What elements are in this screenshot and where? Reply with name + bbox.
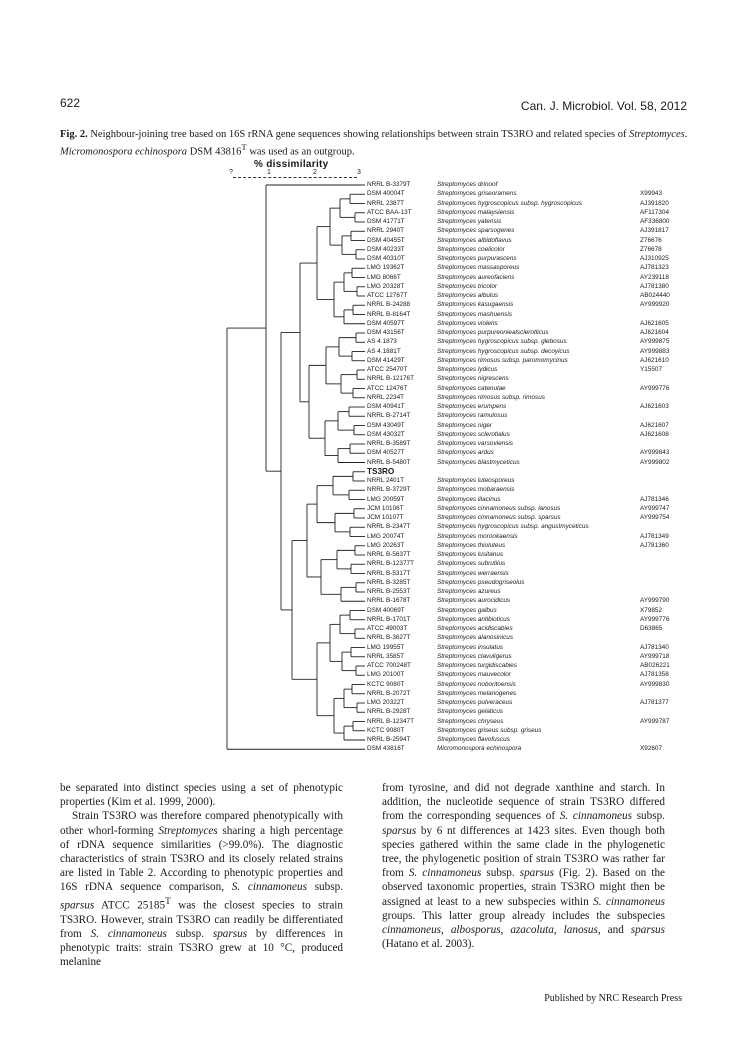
- accession-label: AY999920: [640, 301, 670, 309]
- species-label: Streptomyces clavuligerus: [437, 652, 512, 660]
- species-label: Streptomyces purpureoniealsclerotlicus: [437, 329, 549, 336]
- strain-label: ATCC 49003T: [367, 625, 408, 632]
- species-label: Streptomyces griseoramens: [437, 190, 517, 198]
- species-label: Streptomyces subrutilus: [437, 560, 506, 568]
- strain-label: LMG 20328T: [367, 282, 405, 290]
- species-label: Streptomyces kasugaensis: [437, 301, 514, 309]
- species-label: Streptomyces malaysiensis: [437, 208, 515, 216]
- species-label: Streptomyces lusitanus: [437, 551, 504, 558]
- accession-label: AJ391817: [640, 227, 669, 235]
- strain-label: DSM 43816T: [367, 745, 405, 753]
- species-label: Micromonospora echinospora: [437, 745, 522, 753]
- strain-label: LMG 20100T: [367, 671, 405, 679]
- species-label: Streptomyces ardus: [437, 449, 494, 457]
- species-label: Streptomyces noboritoensis: [437, 680, 516, 688]
- strain-label: NRRL B-5480T: [367, 458, 411, 466]
- accession-label: AJ621604: [640, 329, 669, 336]
- species-label: Streptomyces sclerotialus: [437, 430, 510, 438]
- strain-label: DSM 40310T: [367, 255, 405, 262]
- body-column-right: [382, 781, 665, 951]
- species-label: Streptomyces lydicus: [437, 366, 498, 373]
- species-label: Streptomyces flavofuscus: [437, 736, 510, 743]
- strain-label: NRRL B-24288: [367, 301, 411, 309]
- caption-label: Fig. 2.: [60, 129, 88, 140]
- accession-label: Z76678: [640, 245, 662, 253]
- species-label: Streptomyces lilacinus: [437, 495, 501, 503]
- paragraph: from tyrosine, and did not degrade xanthine and starch. In addition, the nucleotide sequence of strain TS3RO differed from the corresponding sequences of S. cinnamoneus subsp. sparsus by 6 nt differences at 1423 sites. Even though both species gathered within the same clade in the phylogenetic tree, the phylogenetic position of strain TS3RO was rather far from S. cinnamoneus subsp. sparsus (Fig. 2). Based on the observed taxonomic properties, strain TS3RO might then be assigned at least to a new subspecies within S. cinnamoneus groups. This latter group already includes the subspecies cinnamoneus, albosporus, azacoluta, lanosus, and sparsus (Hatano et al. 2003).: [382, 782, 665, 951]
- strain-label: NRRL B-5317T: [367, 569, 411, 577]
- species-label: Streptomyces werraensis: [437, 569, 509, 577]
- accession-label: X79852: [640, 606, 663, 614]
- species-label: Streptomyces albidoflavus: [437, 236, 512, 244]
- scale-tick: 2: [313, 169, 317, 176]
- species-label: Streptomyces erumpens: [437, 403, 507, 410]
- species-label: Streptomyces ramulosus: [437, 412, 508, 420]
- accession-label: AJ781349: [640, 532, 669, 540]
- strain-label: LMG 19955T: [367, 643, 405, 651]
- strain-label: NRRL B-2347T: [367, 523, 411, 531]
- accession-label: X99943: [640, 190, 663, 198]
- strain-label: LMG 20059T: [367, 495, 405, 503]
- accession-label: AY999747: [640, 504, 670, 512]
- accession-label: AY999718: [640, 652, 670, 660]
- species-label: Streptomyces pseudogriseolus: [437, 578, 525, 586]
- strain-label: DSM 43049T: [367, 421, 405, 429]
- accession-label: AJ621605: [640, 319, 669, 327]
- accession-label: AY999790: [640, 597, 670, 605]
- species-label: Streptomyces cinnamoneus subsp. lanosus: [437, 504, 561, 512]
- strain-label: NRRL 2940T: [367, 227, 405, 235]
- accession-label: AJ781358: [640, 671, 669, 679]
- strain-label: NRRL B-3589T: [367, 440, 411, 447]
- accession-label: AJ781340: [640, 643, 669, 651]
- accession-label: AY999754: [640, 514, 670, 521]
- species-label: Streptomyces nigrescens: [437, 375, 509, 383]
- species-label: Streptomyces hygroscopicus subsp. decoyicus: [437, 347, 570, 355]
- phylogenetic-tree: [225, 180, 367, 770]
- body-column-left: [60, 781, 343, 969]
- strain-label: NRRL 2387T: [367, 199, 405, 207]
- strain-label: DSM 40597T: [367, 319, 405, 327]
- strain-label: NRRL 2401T: [367, 477, 405, 484]
- scale-tick: 3: [357, 169, 361, 176]
- species-label: Streptomyces melanogenes: [437, 689, 517, 697]
- publisher-credit: Published by NRC Research Press: [544, 993, 682, 1004]
- accession-label: AJ781346: [640, 495, 669, 503]
- species-label: Streptomyces acidiscabies: [437, 625, 513, 632]
- strain-label: NRRL B-1701T: [367, 615, 411, 623]
- species-label: Streptomyces gelaticus: [437, 708, 504, 716]
- species-label: Streptomyces galbus: [437, 606, 497, 614]
- strain-label: DSM 40941T: [367, 403, 405, 410]
- strain-label: JCM 10107T: [367, 514, 404, 521]
- scale-tick: ?: [229, 169, 233, 176]
- strain-label: DSM 40527T: [367, 449, 405, 457]
- strain-label: ATCC BAA-13T: [367, 208, 412, 216]
- species-label: Streptomyces coelicolor: [437, 245, 505, 253]
- accession-label: AJ621610: [640, 356, 669, 364]
- accession-label: AY239118: [640, 273, 669, 281]
- accession-label: Z76676: [640, 236, 662, 244]
- strain-label: DSM 43032T: [367, 430, 405, 438]
- strain-label: AS 4.1881T: [367, 347, 401, 355]
- strain-label: NRRL 3585T: [367, 652, 405, 660]
- accession-label: AJ621607: [640, 421, 669, 429]
- accession-label: AY999843: [640, 449, 670, 457]
- strain-label: NRRL B-8164T: [367, 310, 411, 318]
- accession-label: D63865: [640, 625, 663, 632]
- species-label: Streptomyces alanosinicus: [437, 634, 514, 642]
- strain-label: ATCC 12476T: [367, 384, 408, 392]
- species-label: Streptomyces catenulae: [437, 384, 506, 392]
- paragraph: be separated into distinct species using a set of phenotypic properties (Kim et al. 1999, 2000).: [60, 782, 343, 809]
- species-label: Streptomyces chryseus: [437, 717, 504, 725]
- accession-label: AJ391820: [640, 199, 669, 207]
- strain-label: LMG 20263T: [367, 541, 405, 549]
- scale-tick: 1: [267, 169, 271, 176]
- accession-label: AJ781360: [640, 541, 669, 549]
- species-label: Streptomyces rimosus subsp. rimosus: [437, 393, 545, 401]
- strain-label: NRRL B-2072T: [367, 689, 411, 697]
- species-label: Streptomyces mashuensis: [437, 310, 512, 318]
- species-label: Streptomyces niger: [437, 421, 493, 429]
- species-label: Streptomyces hygroscopicus subsp. hygroscopicus: [437, 199, 582, 207]
- accession-label: AY999776: [640, 615, 670, 623]
- species-label: Streptomyces turgidiscabies: [437, 662, 517, 669]
- strain-label: NRRL B-2594T: [367, 736, 411, 743]
- figure-caption: Fig. 2. Neighbour-joining tree based on 16S rRNA gene sequences showing relationships between strain TS3RO and related species of Streptomyces. Micromonospora echinospora DSM $43816^T$ was used as an outgroup.: [60, 129, 688, 158]
- strain-label: DSM 40004T: [367, 190, 405, 198]
- strain-label: JCM 10106T: [367, 504, 404, 512]
- accession-label: AJ781380: [640, 282, 669, 290]
- strain-label: NRRL B-1678T: [367, 597, 411, 605]
- accession-label: AF117304: [640, 208, 670, 216]
- accession-label: AJ781323: [640, 264, 669, 272]
- species-label: Streptomyces aureofaciens: [437, 273, 515, 281]
- species-label: Streptomyces blastmyceticus: [437, 458, 520, 466]
- accession-label: AJ621608: [640, 430, 669, 438]
- strain-label: TS3RO: [367, 466, 395, 476]
- accession-label: AY999883: [640, 347, 670, 355]
- species-label: Streptomyces aurocidicus: [437, 597, 511, 605]
- accession-label: AB026221: [640, 662, 670, 669]
- species-label: Streptomyces purpurascens: [437, 255, 517, 262]
- strain-label: LMG 20074T: [367, 532, 405, 540]
- species-label: Streptomyces pulveraceus: [437, 699, 513, 706]
- strain-label: DSM 40069T: [367, 606, 405, 614]
- axis-title: % dissimilarity: [254, 159, 329, 170]
- accession-label: AY999802: [640, 458, 670, 466]
- running-head: Can. J. Microbiol. Vol. 58, 2012: [520, 99, 687, 113]
- strain-label: DSM 43156T: [367, 329, 405, 336]
- species-label: Streptomyces thioluteus: [437, 541, 506, 549]
- accession-label: AY999787: [640, 717, 670, 725]
- species-label: Streptomyces yatensis: [437, 218, 502, 225]
- strain-label: NRRL B-3729T: [367, 486, 411, 494]
- species-label: Streptomyces cinnamoneus subsp. sparsus: [437, 514, 561, 521]
- page-number: 622: [60, 96, 81, 110]
- strain-label: NRRL B-12347T: [367, 717, 415, 725]
- strain-label: NRRL B-2553T: [367, 588, 411, 595]
- species-label: Streptomyces albulus: [437, 292, 499, 299]
- strain-label: NRRL B-12377T: [367, 560, 415, 568]
- accession-label: AJ621603: [640, 403, 669, 410]
- species-label: Streptomyces mobaraensis: [437, 486, 515, 494]
- strain-label: AS 4.1873: [367, 338, 397, 346]
- strain-label: ATCC 25470T: [367, 366, 408, 373]
- accession-label: AJ310925: [640, 255, 669, 262]
- species-label: Streptomyces drinoof: [437, 181, 498, 188]
- species-label: Streptomyces griseus subsp. griseus: [437, 726, 542, 734]
- accession-label: AY999776: [640, 384, 670, 392]
- strain-label: NRRL 2234T: [367, 393, 405, 401]
- species-label: Streptomyces morookaensis: [437, 532, 518, 540]
- species-label: Streptomyces rimosus subsp. paromomycinus: [437, 356, 568, 364]
- species-label: Streptomyces hygroscopicus subsp. angustmyceticus: [437, 523, 589, 531]
- strain-label: NRRL B-12176T: [367, 375, 415, 383]
- strain-label: DSM 41771T: [367, 218, 405, 225]
- strain-label: LMG 8066T: [367, 273, 401, 281]
- strain-label: NRRL B-2714T: [367, 412, 411, 420]
- species-label: Streptomyces azureus: [437, 588, 501, 595]
- strain-label: NRRL B-2928T: [367, 708, 411, 716]
- species-label: Streptomyces varsoviensis: [437, 440, 514, 447]
- accession-label: X92607: [640, 745, 663, 753]
- strain-label: NRRL B-5637T: [367, 551, 411, 558]
- strain-label: NRRL B-3627T: [367, 634, 411, 642]
- strain-label: DSM 41429T: [367, 356, 405, 364]
- strain-label: ATCC 12767T: [367, 292, 408, 299]
- strain-label: NRRL B-3285T: [367, 578, 411, 586]
- species-label: Streptomyces tricolor: [437, 282, 498, 290]
- species-label: Streptomyces antibioticus: [437, 615, 510, 623]
- species-label: Streptomyces insulatus: [437, 643, 504, 651]
- strain-label: ATCC 700248T: [367, 662, 411, 669]
- species-label: Streptomyces mauvecolor: [437, 671, 511, 679]
- strain-label: LMG 20322T: [367, 699, 405, 706]
- species-label: Streptomyces luteosporeus: [437, 477, 515, 484]
- accession-label: AB024440: [640, 292, 670, 299]
- strain-label: DSM 40233T: [367, 245, 405, 253]
- accession-label: AY999875: [640, 338, 670, 346]
- strain-label: KCTC 9080T: [367, 726, 405, 734]
- species-label: Streptomyces hygroscopicus subsp. glebosus: [437, 338, 567, 346]
- strain-label: KCTC 9080T: [367, 680, 405, 688]
- accession-label: Y15507: [640, 366, 663, 373]
- accession-label: AJ781377: [640, 699, 669, 706]
- species-label: Streptomyces violens: [437, 319, 498, 327]
- paragraph: Strain TS3RO was therefore compared phenotypically with other whorl-forming Streptomyces sharing a high percentage of rDNA sequence similarities (>99.0%). The diagnostic characteristics of strain TS3RO and its closely related strains are listed in Table 2. According to phenotypic properties and 16S rDNA sequence comparison, S. cinnamoneus subsp. sparsus ATCC $25185^T$ was the closest species to strain TS3RO. However, strain TS3RO can readily be differentiated from S. cinnamoneus subsp. sparsus by differences in phenotypic traits: strain TS3RO grew at 10 °C, produced melanine: [60, 810, 344, 969]
- strain-label: DSM 40455T: [367, 236, 405, 244]
- strain-label: LMG 19362T: [367, 264, 405, 272]
- species-label: Streptomyces sparsogenes: [437, 227, 515, 235]
- species-label: Streptomyces massasporeus: [437, 264, 520, 272]
- strain-label: NRRL B-3379T: [367, 181, 411, 188]
- accession-label: AY999830: [640, 680, 670, 688]
- accession-label: AF336800: [640, 218, 670, 225]
